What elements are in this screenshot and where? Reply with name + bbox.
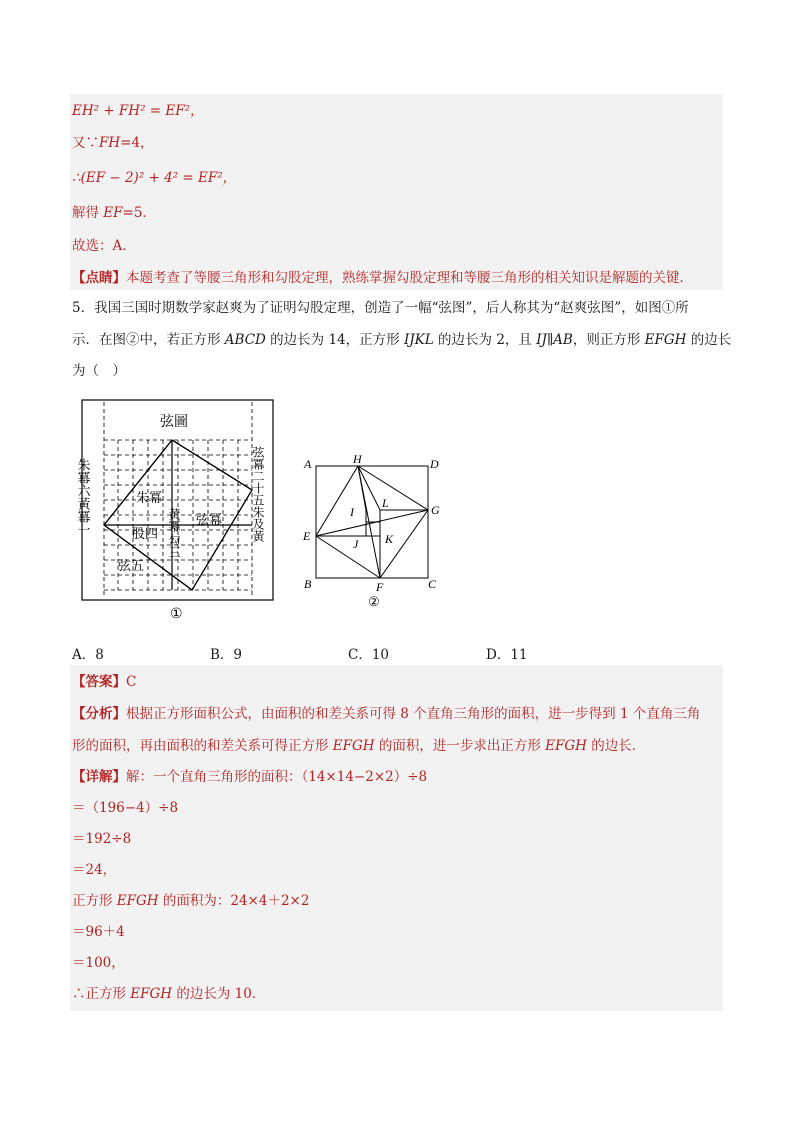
figure-1-text-right: 弦冪二十五朱及黃	[251, 446, 265, 542]
figure-2-label: ②	[368, 594, 380, 609]
comment-tag: 【点睛】	[72, 270, 126, 286]
point-d: D	[430, 457, 439, 471]
figure-1-text-top: 弦圖	[160, 415, 188, 430]
detail-5-b: 的面积为：24×4＋2×2	[158, 893, 310, 909]
answer-tag: 【答案】	[72, 674, 126, 690]
analysis-2-var2: EFGH	[545, 738, 587, 754]
detail-line-8	[72, 984, 265, 1004]
answer-value: C	[126, 674, 137, 690]
detail-tag: 【详解】	[72, 769, 126, 785]
q2-d: ，则正方形	[572, 332, 645, 348]
question-line-2	[72, 330, 731, 350]
q2-efgh: EFGH	[644, 332, 687, 348]
figure-1-text-xian-mi: 弦冪	[196, 512, 223, 527]
point-c: C	[428, 577, 437, 591]
detail-8-a: ∴正方形	[72, 986, 131, 1002]
given-fh-suffix: =4，	[120, 135, 154, 151]
figure-1-xiantu	[75, 398, 276, 622]
analysis-line-2	[72, 736, 645, 756]
given-fh-prefix: 又∵	[72, 135, 99, 151]
top-solution-background	[70, 94, 723, 290]
figure-1-text-zhu: 朱冪	[136, 490, 163, 505]
given-fh	[72, 133, 154, 153]
detail-line-7: ＝100，	[72, 955, 125, 971]
figure-1-label: ①	[170, 607, 183, 622]
point-g: G	[431, 503, 440, 517]
equation-eh-fh-ef: EH² + FH² = EF²，	[72, 103, 204, 119]
detail-line-6: ＝96＋4	[72, 924, 125, 940]
figure-2-svg	[300, 452, 450, 612]
analysis-text-1: 根据正方形面积公式，由面积的和差关系可得 8 个直角三角形的面积，进一步得到 1 个直角三角	[126, 706, 701, 722]
comment-line	[72, 268, 693, 288]
q2-ij-ab: IJ∥AB	[536, 332, 573, 348]
equation-substituted: ∴(EF − 2)² + 4² = EF²，	[72, 170, 237, 186]
q2-abcd: ABCD	[224, 332, 266, 348]
point-a: A	[304, 457, 312, 471]
figure-1-text-left: 朱冪六黃冪一	[75, 458, 91, 536]
point-b: B	[304, 577, 312, 591]
option-b[interactable]: B．9	[210, 647, 243, 663]
figure-1-text-xian-wu: 弦五	[118, 558, 145, 573]
detail-8-var: EFGH	[130, 986, 173, 1002]
analysis-2-c: 的边长．	[586, 738, 646, 754]
detail-8-b: 的边长为 10．	[172, 986, 266, 1002]
given-fh-var: FH	[99, 135, 121, 151]
question-line-3: 为（ ）	[72, 363, 126, 379]
solve-ef-var: EF	[103, 205, 123, 221]
point-j: J	[353, 537, 359, 551]
figure-1-text-gu: 股四	[132, 526, 159, 541]
detail-line-5	[72, 891, 309, 911]
detail-line-2: ＝（196−4）÷8	[72, 800, 179, 816]
point-i: I	[350, 505, 354, 519]
q2-e: 的边长	[686, 332, 732, 348]
detail-line-4: ＝24，	[72, 862, 117, 878]
analysis-2-var: EFGH	[332, 738, 375, 754]
point-l: L	[382, 496, 389, 510]
answer-line	[72, 672, 136, 692]
point-e: E	[303, 529, 311, 543]
option-c[interactable]: C．10	[348, 647, 390, 663]
choose-answer: 故选：A．	[72, 238, 136, 254]
q2-c: 的边长为 2，且	[433, 332, 537, 348]
analysis-2-b: 的面积，进一步求出正方形	[374, 738, 546, 754]
comment-text: 本题考查了等腰三角形和勾股定理，熟练掌握勾股定理和等腰三角形的相关知识是解题的关键．	[126, 270, 693, 286]
segment-ih	[358, 466, 366, 510]
solve-ef-suffix: =5．	[122, 205, 156, 221]
point-h: H	[353, 452, 362, 466]
solve-ef	[72, 203, 156, 223]
analysis-line-1	[72, 704, 700, 724]
analysis-tag: 【分析】	[72, 706, 126, 722]
figure-2-geometry	[300, 452, 450, 612]
q2-ijkl: IJKL	[403, 332, 434, 348]
figure-1-text-gou: 勾三	[167, 534, 181, 558]
q2-a: 示．在图②中，若正方形	[72, 332, 225, 348]
detail-5-var: EFGH	[116, 893, 159, 909]
detail-text-1: 解：一个直角三角形的面积：（14×14−2×2）÷8	[126, 769, 428, 785]
detail-line-3: ＝192÷8	[72, 831, 132, 847]
analysis-2-a: 形的面积，再由面积的和差关系可得正方形	[72, 738, 333, 754]
detail-line-1	[72, 767, 427, 787]
solve-ef-prefix: 解得	[72, 205, 104, 221]
q2-b: 的边长为 14，正方形	[265, 332, 404, 348]
option-a[interactable]: A．8	[72, 647, 104, 663]
question-line-1: 5．我国三国时期数学家赵爽为了证明勾股定理，创造了一幅“弦图”，后人称其为“赵爽弦图”，如图①所	[72, 300, 689, 316]
detail-5-a: 正方形	[72, 893, 117, 909]
segment-eg	[316, 510, 428, 536]
figure-1-svg	[75, 398, 276, 622]
option-d[interactable]: D．11	[486, 647, 528, 663]
point-k: K	[385, 532, 394, 546]
point-f: F	[376, 580, 384, 594]
figure-1-text-huang: 黃冪	[167, 508, 181, 532]
